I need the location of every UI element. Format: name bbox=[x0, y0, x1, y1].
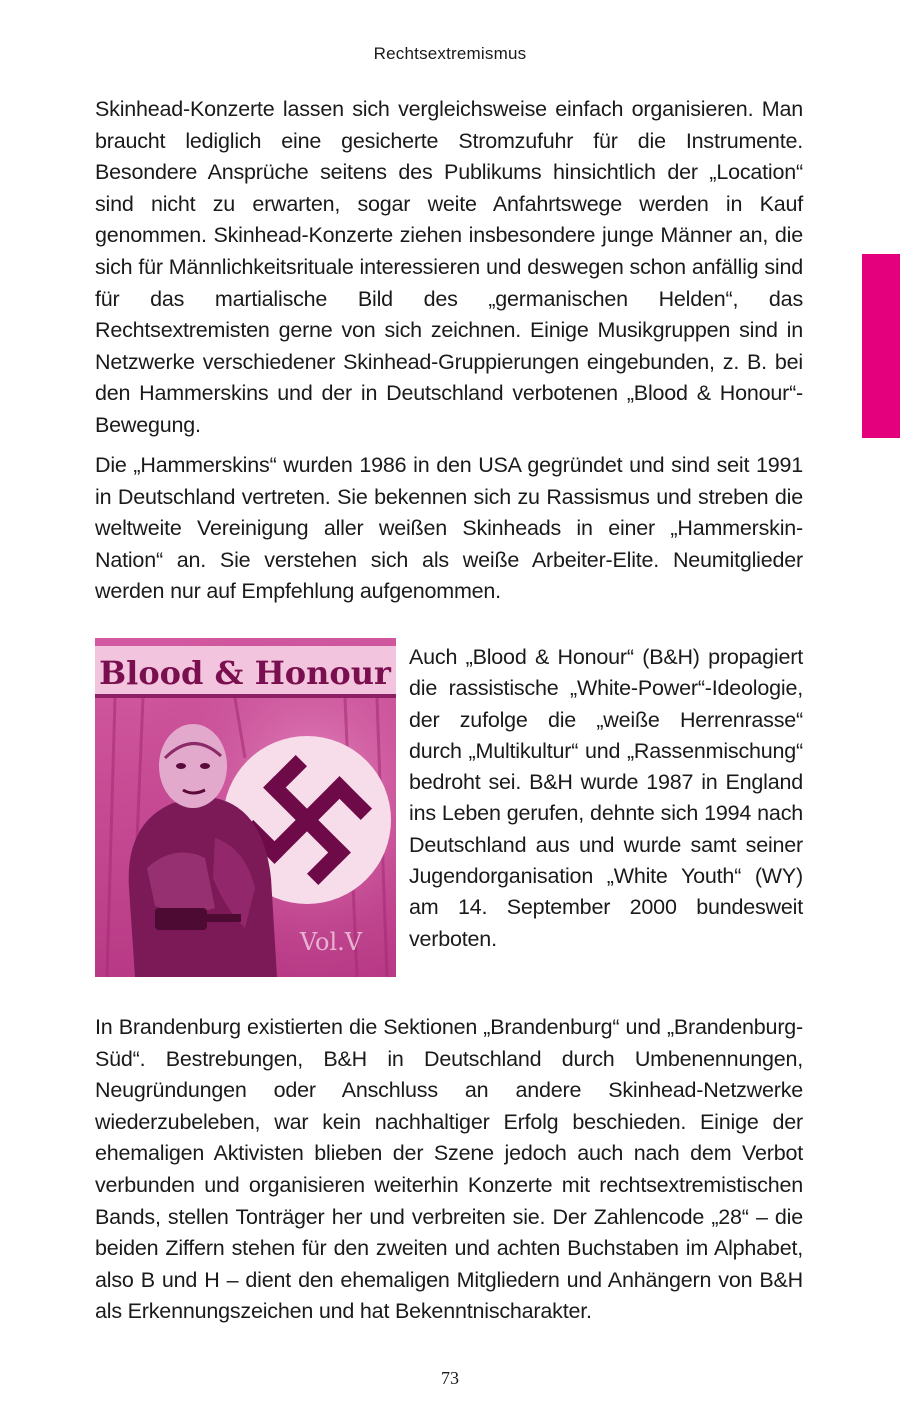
paragraph-blood-and-honour: Auch „Blood & Honour“ (B&H) propagiert die rassistische „White-Power“-Ideologie, der zufolge die „weiße Herrenrasse“ durch „Multikultur“ und „Rassenmischung“ bedroht sei. B&H wurde 1987 in England ins Leben gerufen, dehnte sich 1994 nach Deutschland aus und wurde samt seiner Jugendorganisation „White Youth“ (WY) am 14. September 2000 bundesweit verboten. bbox=[409, 645, 803, 951]
paragraph-skinhead-concerts: Skinhead-Konzerte lassen sich vergleichsweise einfach organisieren. Man braucht lediglich eine gesicherte Stromzufuhr für die Instrumente. Besondere Ansprüche seitens des Publikums hinsichtlich der „Location“ sind nicht zu erwarten, sogar weite Anfahrtswege werden in Kauf genommen. Skinhead-Konzerte ziehen insbesondere junge Männer an, die sich für Männlichkeitsrituale interessieren und deswegen schon anfällig sind für das martialische Bild des „germanischen Helden“, das Rechtsextremisten gerne von sich zeichnen. Einige Musikgruppen sind in Netzwerke verschiedener Skinhead-Gruppierungen eingebunden, z. B. bei den Hammerskins und der in Deutschland verbotenen „Blood & Honour“-Bewegung. bbox=[95, 97, 803, 437]
page-number: 73 bbox=[441, 1368, 459, 1388]
paragraph-brandenburg-sections: In Brandenburg existierten die Sektionen „Brandenburg“ und „Brandenburg-Süd“. Bestrebungen, B&H in Deutschland durch Umbenennungen, Neugründungen oder Anschluss an andere Skinhead-Netzwerke wiederzubeleben, war kein nachhaltiger Erfolg beschieden. Einige der ehemaligen Aktivisten blieben der Szene jedoch auch nach dem Verbot verbunden und organisieren weiterhin Konzerte mit rechtsextremistischen Bands, stellen Tonträger her und verbreiten sie. Der Zahlencode „28“ – die beiden Ziffern stehen für den zweiten und achten Buchstaben im Alphabet, also B und H – dient den ehemaligen Mitgliedern und Anhängern von B&H als Erkennungszeichen und hat Bekenntnischarakter. bbox=[95, 1015, 803, 1324]
cover-volume-text: Vol.V bbox=[299, 928, 363, 956]
running-header: Rechtsextremismus bbox=[373, 44, 527, 63]
paragraph-hammerskins: Die „Hammerskins“ wurden 1986 in den USA gegründet und sind seit 1991 in Deutschland vertreten. Sie bekennen sich zu Rassismus und streben die weltweite Vereinigung aller weißen Skinheads in einer „Hammerskin-Nation“ an. Sie verstehen sich als weiße Arbeiter-Elite. Neumitglieder werden nur auf Empfehlung aufgenommen. bbox=[95, 453, 803, 604]
cover-banner-text: Blood & Honour bbox=[99, 654, 391, 692]
chapter-marker-tab bbox=[862, 254, 900, 438]
album-cover-image bbox=[95, 638, 396, 977]
